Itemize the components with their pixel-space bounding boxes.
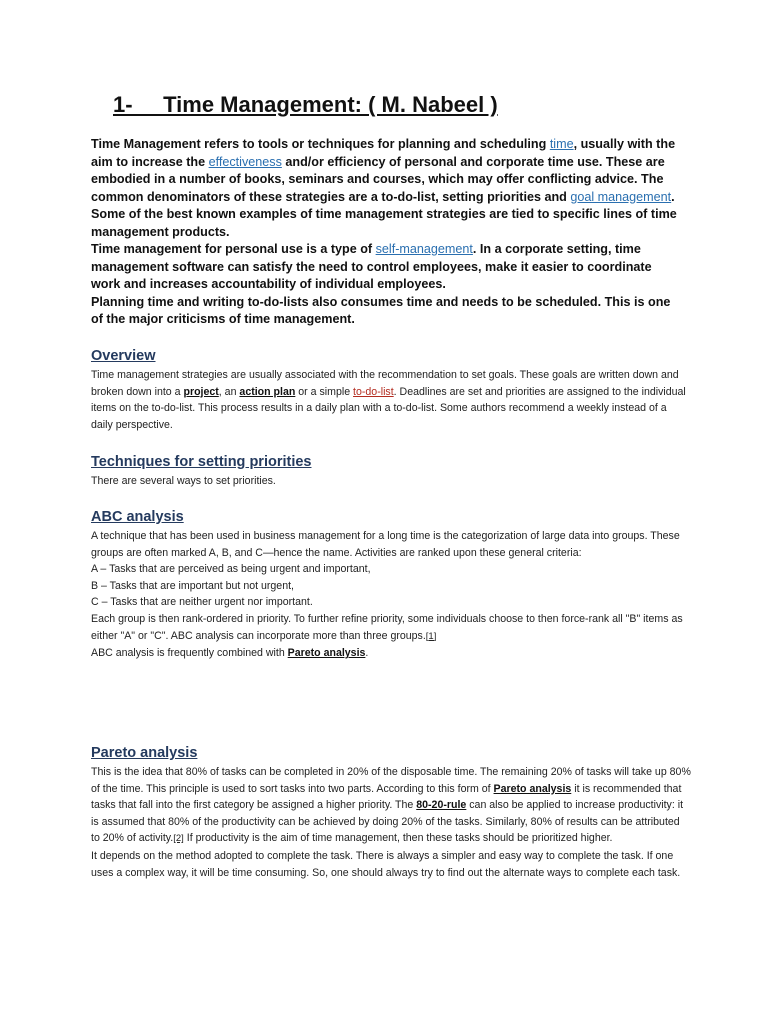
- intro-text: Time management for personal use is a type of: [91, 242, 376, 256]
- overview-section: [91, 345, 691, 433]
- intro-section: [91, 136, 681, 329]
- intro-paragraph-2: [91, 241, 681, 294]
- intro-text: , usually with the aim to increase the: [91, 137, 676, 169]
- abc-paragraph-3: [91, 645, 691, 662]
- intro-paragraph-3: Planning time and writing to-do-lists also consumes time and needs to be scheduled. This is one of the major criticisms of time management.: [91, 294, 671, 326]
- abc-criteria-b: B – Tasks that are important but not urgent,: [91, 579, 294, 592]
- abc-text: ABC analysis is frequently combined with: [91, 647, 288, 660]
- techniques-section: [91, 451, 691, 490]
- techniques-paragraph: There are several ways to set priorities.: [91, 475, 276, 487]
- abc-paragraph-2: [91, 611, 691, 645]
- abc-body: [91, 528, 691, 662]
- overview-heading: Overview: [91, 348, 156, 364]
- overview-text: . Deadlines are set and priorities are assigned to the individual items on the to-do-list. This process results in a daily plan with a to-do-list. Some authors recommend a weekly instead of a daily perspective.: [91, 385, 686, 431]
- abc-paragraph-1: A technique that has been used in business management for a long time is the categorization of large data into groups. These groups are often marked A, B, and C—hence the name. Activities are ranked upon these general criteria:: [91, 530, 680, 559]
- pareto-paragraph-2: It depends on the method adopted to complete the task. There is always a simpler and easy way to complete the task. If one uses a complex way, it will be time consuming. So, one should always try to find out the alternate ways to complete each task.: [91, 849, 681, 879]
- overview-text: , an: [218, 385, 240, 398]
- intro-text: Time Management refers to tools or techniques for planning and scheduling: [91, 137, 550, 151]
- abc-heading: ABC analysis: [91, 509, 184, 525]
- pareto-text: If productivity is the aim of time management, then these tasks should be prioritized higher.: [183, 832, 613, 845]
- intro-text: and/or efficiency of personal and corporate time use. These are embodied in a number of books, seminars and courses, which may offer conflicting advice. The common denominators of these strategies are a to-do-list, setting priorities and: [91, 154, 665, 204]
- link-effectiveness[interactable]: effectiveness: [208, 154, 282, 169]
- techniques-heading: Techniques for setting priorities: [91, 454, 312, 470]
- pareto-body: [91, 764, 691, 881]
- overview-body: [91, 367, 691, 433]
- techniques-body: [91, 473, 691, 490]
- abc-criteria-c: C – Tasks that are neither urgent nor important.: [91, 596, 313, 609]
- reference-link-2[interactable]: [2]: [173, 833, 184, 845]
- abc-text: Each group is then rank-ordered in priority. To further refine priority, some individuals choose to then force-rank all "B" items as either "A" or "C". ABC analysis can incorporate more than three groups.: [91, 612, 683, 642]
- link-pareto-analysis[interactable]: Pareto analysis: [287, 647, 366, 660]
- pareto-text: it is recommended that tasks that fall into the first category be assigned a higher priority. The: [91, 782, 682, 812]
- pareto-text: can also be applied to increase productivity: it is assumed that 80% of the productivity can be achieved by doing 20% of the tasks. Similarly, 80% of results can be attributed to 20% of activity.: [91, 799, 684, 845]
- link-project[interactable]: project: [183, 385, 219, 398]
- abc-text: .: [365, 647, 369, 660]
- overview-text: or a simple: [295, 385, 354, 398]
- page-title: 1- Time Management: ( M. Nabeel ): [113, 92, 498, 117]
- link-goal-management[interactable]: goal management: [570, 189, 672, 204]
- overview-text: Time management strategies are usually associated with the recommendation to set goals. These goals are written down and broken down into a: [91, 369, 679, 398]
- link-action-plan[interactable]: action plan: [239, 385, 296, 398]
- link-time[interactable]: time: [549, 137, 574, 151]
- link-80-20-rule[interactable]: 80-20-rule: [416, 799, 467, 812]
- pareto-heading: Pareto analysis: [91, 745, 198, 761]
- abc-criteria-a: A – Tasks that are perceived as being urgent and important,: [91, 563, 371, 576]
- intro-text: . In a corporate setting, time management software can satisfy the need to control employees, make it easier to coordinate work and increases accountability of individual employees.: [91, 242, 652, 291]
- pareto-paragraph-1: [91, 764, 691, 848]
- pareto-text: This is the idea that 80% of tasks can be completed in 20% of the disposable time. The remaining 20% of tasks will take up 80% of the time. This principle is used to sort tasks into two parts. According to this form of: [91, 766, 691, 795]
- reference-link-1[interactable]: [1]: [425, 630, 437, 642]
- link-self-management[interactable]: self-management: [375, 242, 473, 256]
- overview-paragraph: [91, 367, 691, 433]
- pareto-section: [91, 742, 691, 881]
- intro-text: . Some of the best known examples of time management strategies are tied to specific lines of time management products.: [91, 189, 677, 239]
- link-to-do-list[interactable]: to-do-list: [353, 385, 394, 398]
- intro-paragraph-1: [91, 136, 681, 241]
- abc-section: [91, 506, 691, 662]
- link-pareto-analysis-2[interactable]: Pareto analysis: [493, 782, 572, 795]
